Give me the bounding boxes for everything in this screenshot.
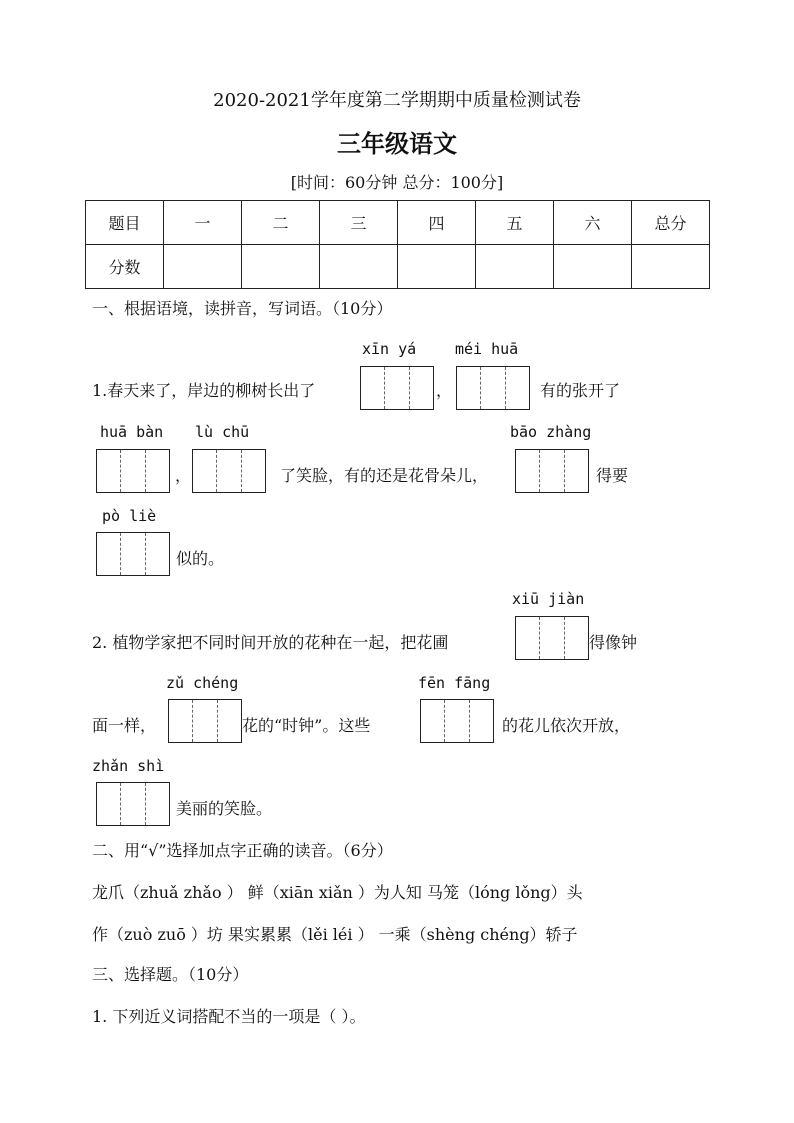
question-text: 有的张开了: [540, 381, 621, 400]
question-text: ，: [175, 466, 192, 485]
score-table-cell: 六: [554, 201, 632, 245]
answer-box[interactable]: [96, 782, 170, 826]
score-table-cell: 总分: [632, 201, 710, 245]
pinyin-label: fēn fāng: [418, 674, 491, 692]
pinyin-label: zhǎn shì: [92, 757, 165, 775]
question-text: 的花儿依次开放，: [502, 716, 631, 735]
answer-box[interactable]: [96, 449, 170, 493]
score-input-cell[interactable]: [242, 245, 320, 289]
answer-box[interactable]: [96, 532, 170, 576]
answer-box[interactable]: [420, 699, 494, 743]
question-text: 龙爪（zhuǎ zhǎo ） 鲜（xiān xiǎn ）为人知 马笼（lóng lǒng）头: [92, 883, 583, 902]
question-text: 得像钟: [589, 633, 638, 652]
section2-heading: 二、用“√”选择加点字正确的读音。（6分）: [92, 841, 393, 860]
question-text: 2. 植物学家把不同时间开放的花种在一起，把花圃: [92, 633, 449, 652]
score-table-header-row: [86, 201, 710, 245]
section3-heading: 三、选择题。（10分）: [92, 965, 249, 984]
answer-box[interactable]: [192, 449, 266, 493]
question-text: 似的。: [176, 549, 225, 568]
question-text: 了笑脸，有的还是花骨朵儿，: [280, 466, 489, 485]
score-table-cell: 分数: [86, 245, 164, 289]
score-input-cell[interactable]: [476, 245, 554, 289]
answer-box[interactable]: [456, 366, 530, 410]
score-input-cell[interactable]: [164, 245, 242, 289]
question-text: 面一样，: [92, 716, 157, 735]
score-table-score-row: [86, 245, 710, 289]
exam-subtitle: 三年级语文: [337, 129, 457, 158]
pinyin-label: xīn yá: [362, 340, 417, 358]
answer-box[interactable]: [360, 366, 434, 410]
score-input-cell[interactable]: [632, 245, 710, 289]
exam-title: 2020-2021学年度第二学期期中质量检测试卷: [213, 90, 581, 111]
question-text: 1. 下列近义词搭配不当的一项是（ ）。: [92, 1007, 366, 1026]
score-input-cell[interactable]: [320, 245, 398, 289]
score-table-cell: 四: [398, 201, 476, 245]
score-table-cell: 三: [320, 201, 398, 245]
question-text: 1.春天来了，岸边的柳树长出了: [92, 381, 316, 400]
answer-box[interactable]: [515, 616, 589, 660]
pinyin-label: zǔ chéng: [166, 674, 239, 692]
question-text: 作（zuò zuō ）坊 果实累累（lěi léi ） 一乘（shèng chéng）轿子: [92, 925, 578, 944]
score-table-cell: 一: [164, 201, 242, 245]
pinyin-label: xiū jiàn: [512, 590, 585, 608]
score-table: [85, 200, 710, 289]
question-text: ，: [436, 381, 453, 400]
pinyin-label: huā bàn: [100, 423, 164, 441]
pinyin-label: lù chū: [195, 423, 250, 441]
score-input-cell[interactable]: [554, 245, 632, 289]
question-text: 美丽的笑脸。: [176, 799, 273, 818]
answer-box[interactable]: [515, 449, 589, 493]
pinyin-label: bāo zhàng: [510, 423, 592, 441]
question-text: 花的“时钟”。这些: [242, 716, 371, 735]
score-table-cell: 二: [242, 201, 320, 245]
score-table-cell: 五: [476, 201, 554, 245]
answer-box[interactable]: [168, 699, 242, 743]
score-table-cell: 题目: [86, 201, 164, 245]
section1-heading: 一、根据语境，读拼音，写词语。（10分）: [92, 299, 393, 318]
exam-meta: [时间：60分钟 总分：100分]: [290, 173, 504, 192]
score-input-cell[interactable]: [398, 245, 476, 289]
pinyin-label: pò liè: [102, 507, 157, 525]
pinyin-label: méi huā: [455, 340, 519, 358]
question-text: 得要: [596, 466, 629, 485]
